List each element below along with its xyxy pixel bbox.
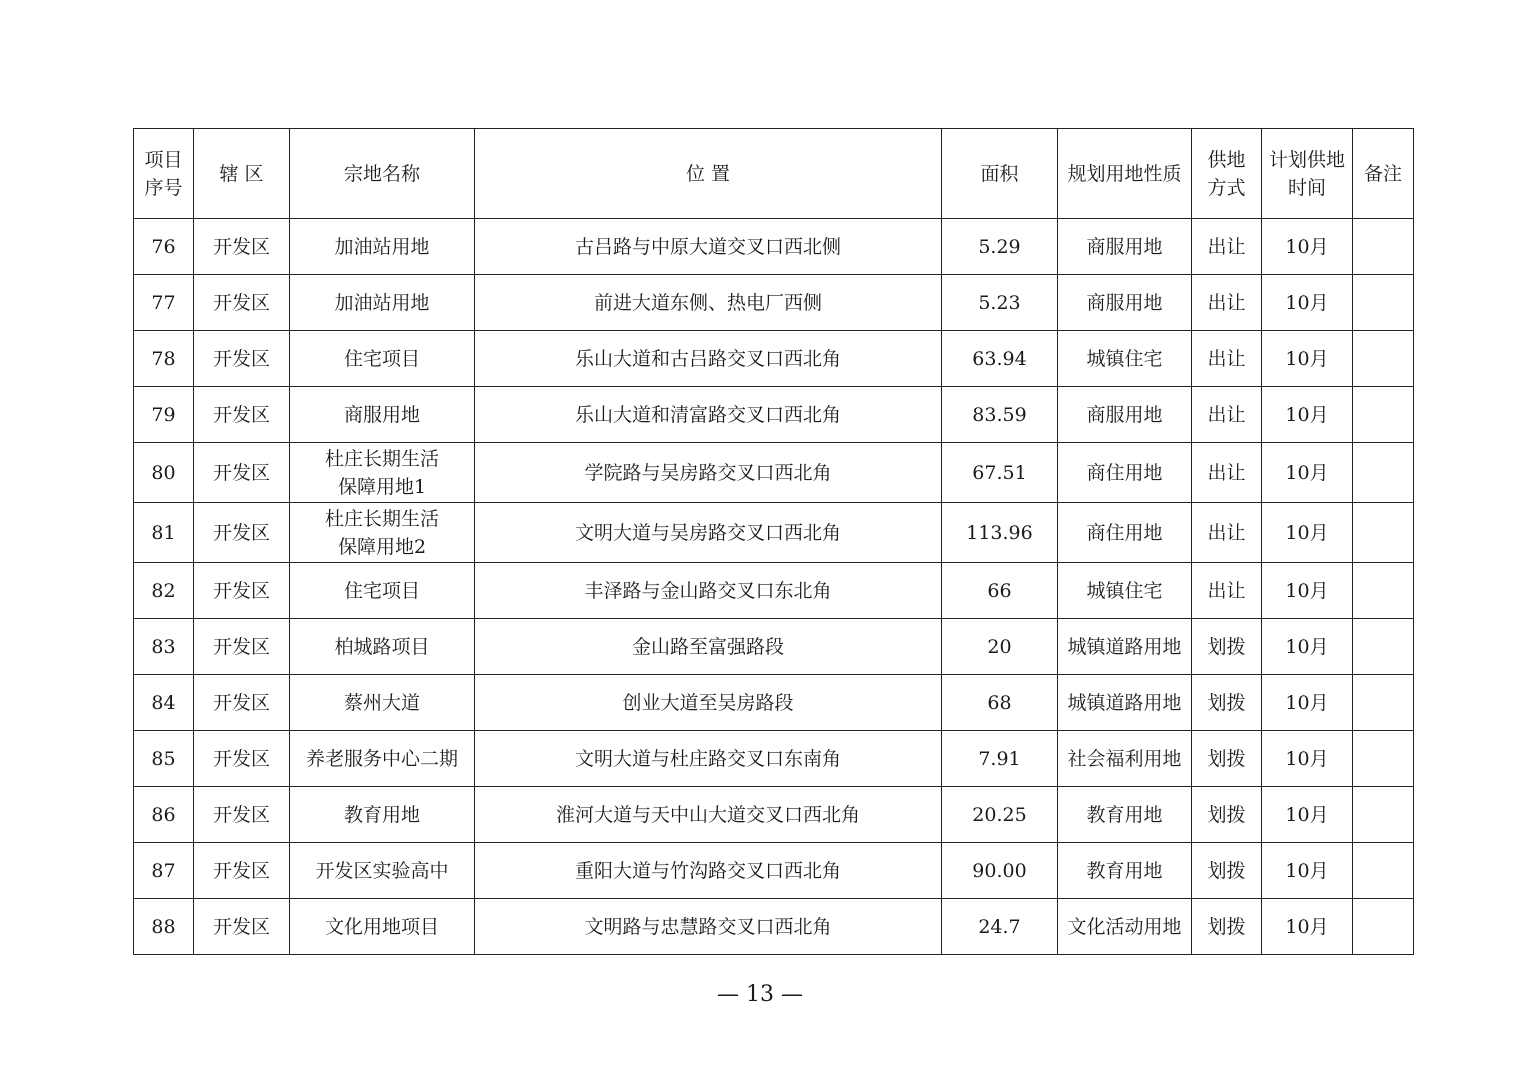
cell-note [1353, 387, 1414, 443]
table-row [134, 787, 1414, 843]
cell-time: 10月 [1262, 563, 1353, 619]
table-row [134, 331, 1414, 387]
table-row [134, 675, 1414, 731]
cell-time: 10月 [1262, 731, 1353, 787]
cell-no: 81 [134, 503, 194, 563]
page-number: — 13 — [717, 982, 803, 1007]
cell-location: 丰泽路与金山路交叉口东北角 [475, 563, 942, 619]
cell-use: 城镇道路用地 [1058, 619, 1192, 675]
cell-location: 创业大道至吴房路段 [475, 675, 942, 731]
cell-time: 10月 [1262, 899, 1353, 955]
cell-area: 20 [942, 619, 1058, 675]
cell-note [1353, 731, 1414, 787]
cell-note [1353, 675, 1414, 731]
header-no: 项目 序号 [134, 129, 194, 219]
table-row [134, 731, 1414, 787]
cell-name: 柏城路项目 [290, 619, 475, 675]
header-name: 宗地名称 [290, 129, 475, 219]
cell-supply: 划拨 [1192, 787, 1262, 843]
cell-area: 20.25 [942, 787, 1058, 843]
header-area: 面积 [942, 129, 1058, 219]
cell-time: 10月 [1262, 843, 1353, 899]
cell-note [1353, 219, 1414, 275]
cell-note [1353, 619, 1414, 675]
cell-time: 10月 [1262, 275, 1353, 331]
cell-use: 城镇道路用地 [1058, 675, 1192, 731]
cell-use: 城镇住宅 [1058, 563, 1192, 619]
cell-note [1353, 275, 1414, 331]
cell-time: 10月 [1262, 443, 1353, 503]
cell-area: 5.29 [942, 219, 1058, 275]
cell-district: 开发区 [194, 843, 290, 899]
cell-location: 乐山大道和清富路交叉口西北角 [475, 387, 942, 443]
table-row [134, 899, 1414, 955]
cell-supply: 出让 [1192, 443, 1262, 503]
cell-location: 文明路与忠慧路交叉口西北角 [475, 899, 942, 955]
cell-area: 24.7 [942, 899, 1058, 955]
cell-location: 文明大道与杜庄路交叉口东南角 [475, 731, 942, 787]
cell-time: 10月 [1262, 331, 1353, 387]
header-location: 位 置 [475, 129, 942, 219]
cell-note [1353, 787, 1414, 843]
cell-supply: 划拨 [1192, 899, 1262, 955]
cell-note [1353, 563, 1414, 619]
cell-note [1353, 899, 1414, 955]
cell-time: 10月 [1262, 675, 1353, 731]
cell-name: 杜庄长期生活 保障用地1 [290, 443, 475, 503]
cell-supply: 出让 [1192, 563, 1262, 619]
cell-no: 76 [134, 219, 194, 275]
cell-use: 商住用地 [1058, 503, 1192, 563]
cell-area: 113.96 [942, 503, 1058, 563]
cell-use: 城镇住宅 [1058, 331, 1192, 387]
cell-name: 蔡州大道 [290, 675, 475, 731]
cell-district: 开发区 [194, 563, 290, 619]
cell-district: 开发区 [194, 387, 290, 443]
cell-use: 商服用地 [1058, 275, 1192, 331]
cell-supply: 划拨 [1192, 675, 1262, 731]
cell-use: 商服用地 [1058, 387, 1192, 443]
cell-use: 商住用地 [1058, 443, 1192, 503]
cell-name: 加油站用地 [290, 219, 475, 275]
cell-location: 文明大道与吴房路交叉口西北角 [475, 503, 942, 563]
cell-no: 87 [134, 843, 194, 899]
cell-supply: 划拨 [1192, 843, 1262, 899]
cell-supply: 划拨 [1192, 731, 1262, 787]
cell-supply: 出让 [1192, 219, 1262, 275]
cell-no: 85 [134, 731, 194, 787]
cell-district: 开发区 [194, 503, 290, 563]
cell-time: 10月 [1262, 219, 1353, 275]
cell-supply: 划拨 [1192, 619, 1262, 675]
cell-area: 83.59 [942, 387, 1058, 443]
cell-no: 79 [134, 387, 194, 443]
cell-area: 90.00 [942, 843, 1058, 899]
cell-name: 杜庄长期生活 保障用地2 [290, 503, 475, 563]
header-supply: 供地 方式 [1192, 129, 1262, 219]
cell-area: 66 [942, 563, 1058, 619]
cell-area: 68 [942, 675, 1058, 731]
cell-supply: 出让 [1192, 387, 1262, 443]
header-use: 规划用地性质 [1058, 129, 1192, 219]
land-supply-table [133, 128, 1414, 955]
cell-name: 住宅项目 [290, 563, 475, 619]
cell-no: 83 [134, 619, 194, 675]
cell-name: 加油站用地 [290, 275, 475, 331]
cell-district: 开发区 [194, 675, 290, 731]
cell-use: 社会福利用地 [1058, 731, 1192, 787]
cell-area: 67.51 [942, 443, 1058, 503]
cell-location: 学院路与吴房路交叉口西北角 [475, 443, 942, 503]
header-district: 辖 区 [194, 129, 290, 219]
cell-district: 开发区 [194, 787, 290, 843]
cell-name: 文化用地项目 [290, 899, 475, 955]
cell-use: 文化活动用地 [1058, 899, 1192, 955]
cell-no: 77 [134, 275, 194, 331]
cell-no: 82 [134, 563, 194, 619]
cell-use: 商服用地 [1058, 219, 1192, 275]
cell-no: 78 [134, 331, 194, 387]
cell-name: 开发区实验高中 [290, 843, 475, 899]
cell-time: 10月 [1262, 387, 1353, 443]
cell-district: 开发区 [194, 275, 290, 331]
table-row [134, 619, 1414, 675]
header-note: 备注 [1353, 129, 1414, 219]
cell-note [1353, 503, 1414, 563]
cell-location: 前进大道东侧、热电厂西侧 [475, 275, 942, 331]
cell-no: 80 [134, 443, 194, 503]
cell-no: 86 [134, 787, 194, 843]
cell-supply: 出让 [1192, 275, 1262, 331]
table-row [134, 275, 1414, 331]
cell-time: 10月 [1262, 503, 1353, 563]
cell-time: 10月 [1262, 787, 1353, 843]
table-row [134, 843, 1414, 899]
cell-location: 金山路至富强路段 [475, 619, 942, 675]
cell-time: 10月 [1262, 619, 1353, 675]
table-header-row [134, 129, 1414, 219]
table-body [134, 219, 1414, 955]
table-row [134, 503, 1414, 563]
cell-no: 84 [134, 675, 194, 731]
cell-district: 开发区 [194, 731, 290, 787]
cell-note [1353, 331, 1414, 387]
cell-location: 乐山大道和古吕路交叉口西北角 [475, 331, 942, 387]
cell-name: 教育用地 [290, 787, 475, 843]
cell-area: 5.23 [942, 275, 1058, 331]
table-row [134, 219, 1414, 275]
cell-district: 开发区 [194, 331, 290, 387]
cell-no: 88 [134, 899, 194, 955]
table-row [134, 443, 1414, 503]
cell-note [1353, 843, 1414, 899]
cell-name: 住宅项目 [290, 331, 475, 387]
cell-use: 教育用地 [1058, 787, 1192, 843]
cell-area: 63.94 [942, 331, 1058, 387]
cell-note [1353, 443, 1414, 503]
cell-location: 重阳大道与竹沟路交叉口西北角 [475, 843, 942, 899]
header-time: 计划供地 时间 [1262, 129, 1353, 219]
cell-name: 商服用地 [290, 387, 475, 443]
cell-supply: 出让 [1192, 331, 1262, 387]
table-row [134, 563, 1414, 619]
cell-area: 7.91 [942, 731, 1058, 787]
cell-location: 淮河大道与天中山大道交叉口西北角 [475, 787, 942, 843]
cell-supply: 出让 [1192, 503, 1262, 563]
table-row [134, 387, 1414, 443]
cell-location: 古吕路与中原大道交叉口西北侧 [475, 219, 942, 275]
cell-use: 教育用地 [1058, 843, 1192, 899]
cell-district: 开发区 [194, 619, 290, 675]
cell-district: 开发区 [194, 219, 290, 275]
cell-district: 开发区 [194, 443, 290, 503]
cell-district: 开发区 [194, 899, 290, 955]
cell-name: 养老服务中心二期 [290, 731, 475, 787]
